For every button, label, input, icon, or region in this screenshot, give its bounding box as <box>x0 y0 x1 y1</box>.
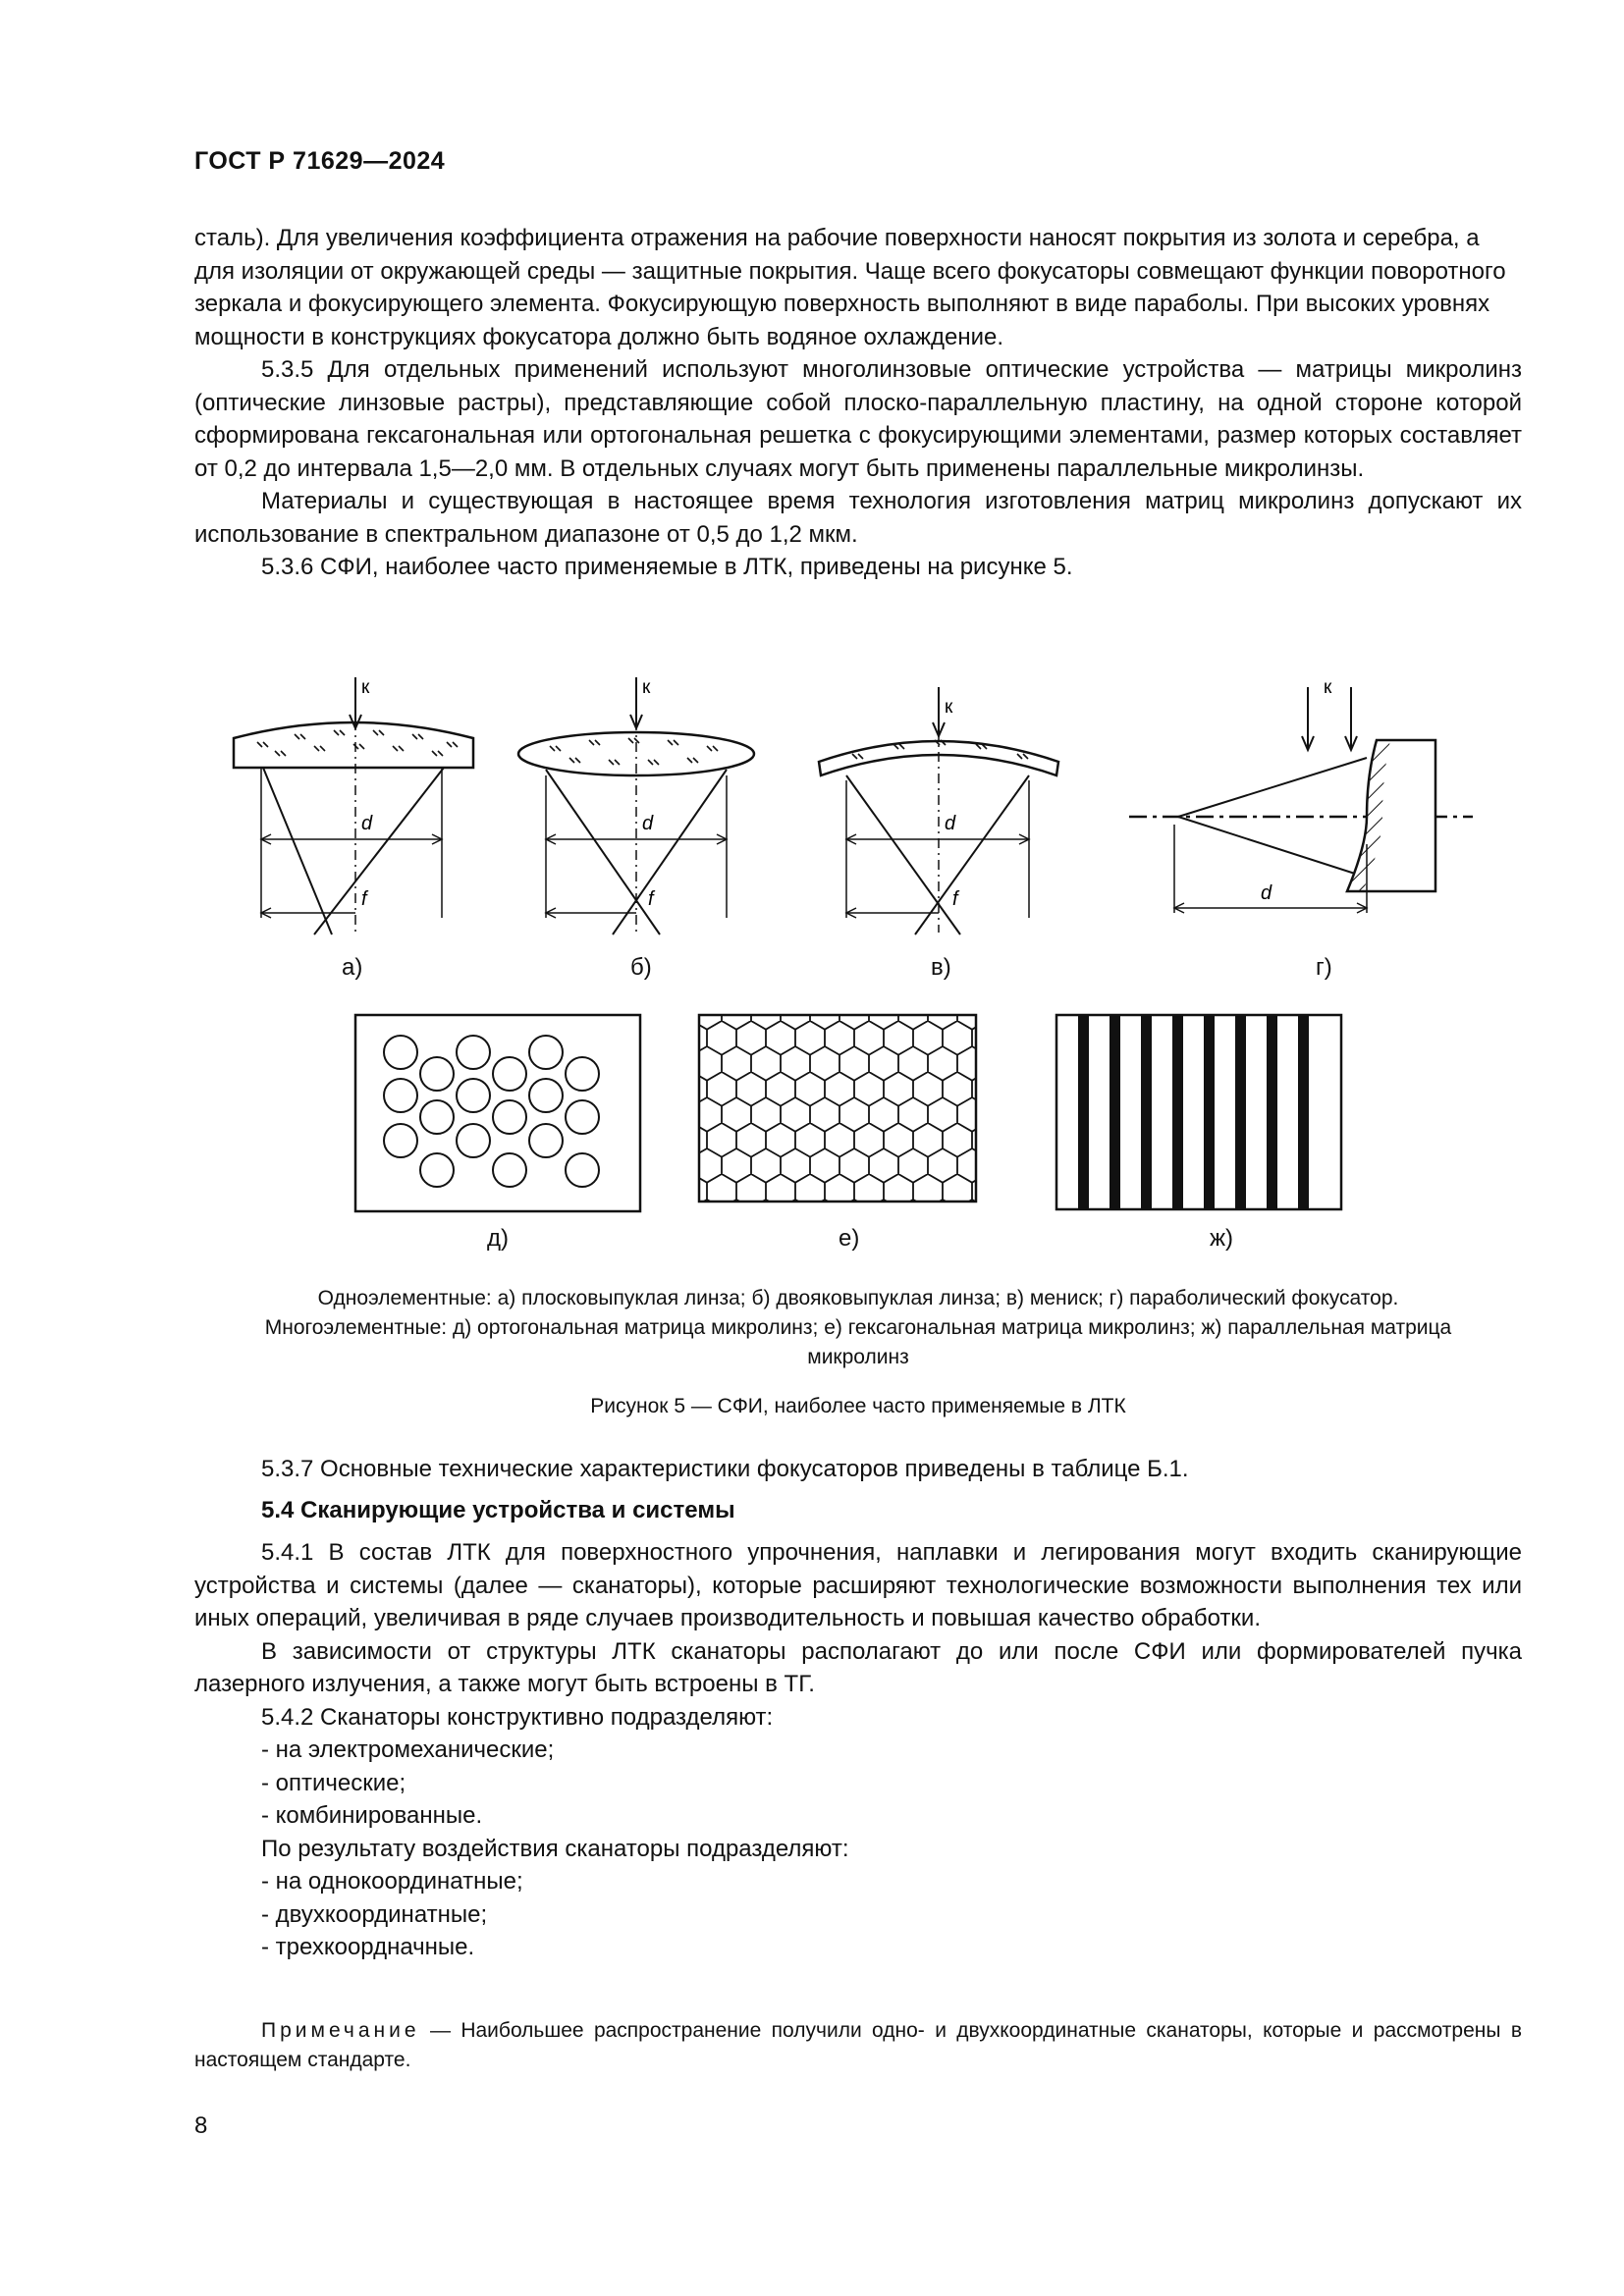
paragraph-5-3-6: 5.3.6 СФИ, наиболее часто применяемые в ЛТК, приведены на рисунке 5. <box>261 554 1073 580</box>
matrix-e-hexagonal <box>699 1015 976 1201</box>
figure-legend <box>194 1284 1522 1372</box>
mark-f-a: f <box>361 888 367 910</box>
label-d: д) <box>487 1225 509 1252</box>
mark-d-b: d <box>642 813 654 834</box>
paragraph-continuation: сталь). Для увеличения коэффициента отражения на рабочие поверхности наносят покрытия из золота и серебра, а для изоляции от окружающей среды — защитные покрытия. Чаще всего фокусаторы совмещают функции поворотного зеркала и фокусирующего элемента. Фокусирующую поверхность выполняют в виде параболы. При высоких уровнях мощности в конструкциях фокусатора должно быть водяное охлаждение. <box>194 225 1506 350</box>
mark-k-v: к <box>945 697 953 718</box>
matrix-zh-parallel <box>1056 1015 1341 1209</box>
document-header: ГОСТ Р 71629—2024 <box>194 147 446 175</box>
note <box>194 2016 1522 2075</box>
label-v: в) <box>931 954 951 981</box>
bottom-text-block <box>194 1453 1522 1964</box>
mark-d-a: d <box>361 813 373 834</box>
paragraph-5-3-7: 5.3.7 Основные технические характеристики фокусаторов приведены в таблице Б.1. <box>261 1456 1189 1482</box>
label-g: г) <box>1316 954 1332 981</box>
page-number: 8 <box>194 2112 208 2139</box>
label-a: а) <box>342 954 363 981</box>
section-title-5-4: 5.4 Сканирующие устройства и системы <box>261 1496 735 1523</box>
list-result-item: - трехкоордначные. <box>261 1934 475 1960</box>
lens-a-plano-convex <box>234 677 473 934</box>
mark-d-g: d <box>1261 882 1272 904</box>
label-b: б) <box>630 954 652 981</box>
note-text: — Наибольшее распространение получили одно- и двухкоординатные сканаторы, которые и рассмотрены в настоящем стандарте. <box>194 2019 1522 2071</box>
figure-legend-line-2: Многоэлементные: д) ортогональная матрица микролинз; е) гексагональная матрица микролинз; ж) параллельная матрица микролинз <box>264 1316 1452 1368</box>
note-label: Примечание <box>261 2019 420 2042</box>
paragraph-structure: В зависимости от структуры ЛТК сканаторы располагают до или после СФИ или формирователей пучка лазерного излучения, а также могут быть встроены в ТГ. <box>194 1637 1522 1697</box>
lens-v-meniscus <box>819 687 1058 934</box>
list-construct-item: - оптические; <box>261 1769 406 1796</box>
paragraph-5-4-2: 5.4.2 Сканаторы конструктивно подразделяют: <box>261 1703 774 1731</box>
mark-f-b: f <box>648 888 654 910</box>
lens-b-biconvex <box>518 677 754 934</box>
mark-k-g: к <box>1324 677 1332 698</box>
paragraph-5-4-1: 5.4.1 В состав ЛТК для поверхностного упрочнения, наплавки и легирования могут входить сканирующие устройства и системы (далее — сканаторы), которые расширяют технологические возможности выполнения тех или иных операций, увеличивая в ряде случаев производительность и повышая качество обработки. <box>194 1539 1522 1631</box>
list-result-item: - двухкоординатные; <box>261 1900 488 1928</box>
matrix-d-orthogonal <box>355 1015 640 1211</box>
list-construct-item: - комбинированные. <box>261 1802 483 1829</box>
list-result-item: - на однокоординатные; <box>261 1868 523 1895</box>
mark-k-a: к <box>361 677 370 698</box>
mark-k-b: к <box>642 677 651 698</box>
focuser-g-parabolic <box>1129 687 1473 913</box>
paragraph-result: По результату воздействия сканаторы подразделяют: <box>261 1835 849 1862</box>
paragraph-materials: Материалы и существующая в настоящее время технология изготовления матриц микролинз допускают их использование в спектральном диапазоне от 0,5 до 1,2 мкм. <box>194 488 1522 548</box>
list-construct-item: - на электромеханические; <box>261 1736 555 1763</box>
label-e: е) <box>839 1225 860 1252</box>
paragraph-5-3-5: 5.3.5 Для отдельных применений используют многолинзовые оптические устройства — матрицы микролинз (оптические линзовые растры), представляющие собой плоско-параллельную пластину, на одной стороне которой сформирована гексагональная или ортогональная решетка с фокусирующими элементами, размер которых составляет от 0,2 до интервала 1,5—2,0 мм. В отдельных случаях могут быть применены параллельные микролинзы. <box>194 356 1522 482</box>
mark-d-v: d <box>945 813 956 834</box>
figure-legend-line-1: Одноэлементные: а) плосковыпуклая линза; б) двояковыпуклая линза; в) мениск; г) параболический фокусатор. <box>317 1287 1399 1309</box>
label-zh: ж) <box>1210 1225 1234 1252</box>
figure-title: Рисунок 5 — СФИ, наиболее часто применяемые в ЛТК <box>590 1395 1126 1417</box>
mark-f-v: f <box>952 888 958 910</box>
